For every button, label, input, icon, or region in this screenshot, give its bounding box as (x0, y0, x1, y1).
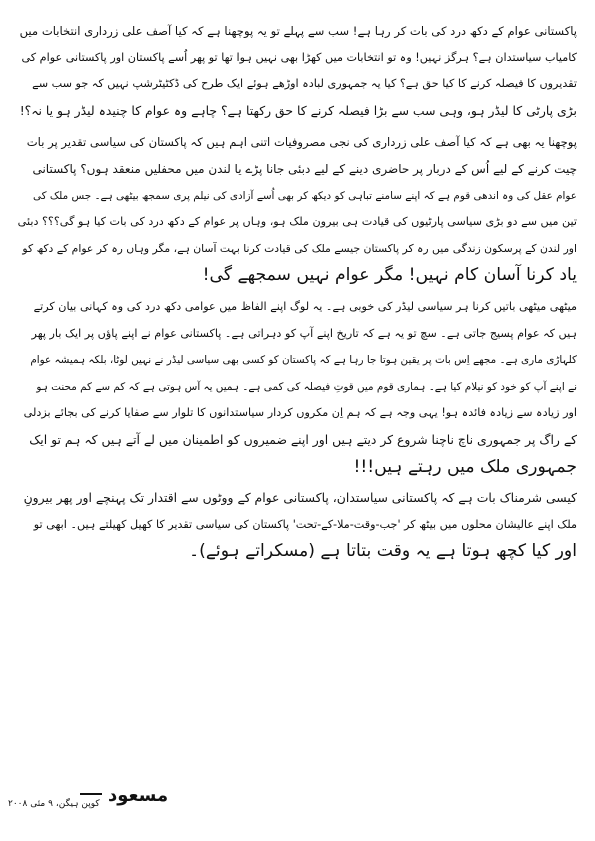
text-line: نے اپنے آپ کو خود کو نیلام کیا ہے۔ ہماری قوم میں قوتِ فیصلہ کی کمی ہے۔ ہمیں یہ آس ہوتی ہے کہ کم سے کم محنت ہو (36, 380, 577, 393)
text-line: کیسی شرمناک بات ہے کہ پاکستانی سیاستدان، پاکستانی عوام کے ووٹوں سے اقتدار تک پہنچے اور پھر بیرونِ (23, 490, 577, 506)
text-line: عوام عقل کی وہ اندھی قوم ہے کہ اپنے سامنے تباہی کو دیکھ کر بھی اُسے آزادی کی نیلم پری سمجھ بیٹھی ہے۔ جس ملک کی (32, 189, 577, 202)
text-line: کلہاڑی ماری ہے۔ مجھے اِس بات پر یقین ہوتا جا رہا ہے کہ پاکستان کو کسی بھی سیاسی لیڈر نے نہیں لوٹا، بلکہ ہمیشہ عوام (30, 354, 577, 367)
text-line: کے راگ پر جمہوری ناچ ناچنا شروع کر دیتے ہیں اور اپنے ضمیروں کو اطمینان میں لے آتے ہیں کہ ہم تو ایک (29, 431, 577, 447)
text-line: جمہوری ملک میں رہتے ہیں!!! (353, 456, 577, 477)
text-line: اور زیادہ سے زیادہ فائدہ ہو! یہی وجہ ہے کہ ہم اِن مکروں کردار سیاستدانوں کا تلوار سے صفایا کرنے کی بجائے بزدلی (23, 406, 577, 420)
text-line: کامیاب سیاستدان ہے؟ ہرگز نہیں! وہ تو انتخابات میں کھڑا بھی نہیں ہوا تھا تو پھر اُسے پاکستان اور پاکستانی عوام کی (21, 50, 577, 64)
author-name: مسعود (108, 785, 169, 806)
text-line: یاد کرنا آسان کام نہیں! مگر عوام نہیں سمجھے گی! (202, 265, 577, 286)
text-line: پاکستانی عوام کے دکھ درد کی بات کر رہا ہے! سب سے پہلے تو یہ پوچھنا ہے کہ کیا آصف علی زرداری انتخابات میں (19, 24, 577, 38)
paragraph-3 (18, 294, 577, 480)
text-line: ملک اپنے عالیشان محلوں میں بیٹھ کر 'جب-وقت-ملا-کے-تحت' پاکستان کی سیاسی تقدیر کا کھیل کھیلتے ہیں۔ ابھی تو (33, 517, 577, 531)
dateline: کوپن ہیگن، ۹ مئی ۲۰۰۸ (8, 799, 100, 809)
text-line: چیت کرنے کے لیے اُس کے دربار پر حاضری دینے کے لیے دبئی جانا پڑے یا لندن میں محفلیں منعقد ہوں؟ پاکستانی (32, 161, 577, 176)
paragraph-1 (18, 18, 577, 124)
signature-dash (80, 793, 102, 795)
paragraph-2 (18, 129, 577, 289)
text-line: میٹھی میٹھی باتیں کرنا ہر سیاسی لیڈر کی خوبی ہے۔ یہ لوگ اپنے الفاظ میں عوامی دکھ درد کی وہ کہانی بیان کرتے (33, 299, 577, 313)
text-line: بڑی پارٹی کا لیڈر ہو، وہی سب سے بڑا فیصلہ کرنے کا حق رکھتا ہے؟ چاہے وہ عوام کا چنیدہ لیڈر ہو یا نہ؟! (19, 102, 577, 118)
text-line: اور کیا کچھ ہوتا ہے یہ وقت بتاتا ہے (مسکراتے ہوئے)۔ (189, 541, 577, 562)
paragraph-4 (18, 485, 577, 565)
signature-block (8, 785, 228, 825)
text-line: ہیں کہ عوام پسیج جاتی ہے۔ سچ تو یہ ہے کہ تاریخ اپنے آپ کو دہراتی ہے۔ پاکستانی عوام نے اپنے پاؤں پر ایک بار پھر (31, 326, 577, 340)
text-line: اور لندن کے پرسکون زندگی میں رہ کر پاکستان جیسے ملک کی قیادت کرنا بہت آسان ہے، مگر وہاں رہ کر عوام کے دکھ کو (22, 241, 577, 255)
text-line: تین میں سے دو بڑی سیاسی پارٹیوں کی قیادت ہی بیرون ملک ہو، وہاں پر عوام کے دکھ درد کی بات کیا ہو گی؟؟؟ دبئی (18, 215, 577, 229)
text-line: پوچھنا یہ بھی ہے کہ کیا آصف علی زرداری کی نجی مصروفیات اتنی اہم ہیں کہ پاکستان کی سیاسی تقدیر پر بات (26, 135, 577, 150)
text-line: تقدیروں کا فیصلہ کرنے کا کیا حق ہے؟ کیا یہ جمہوری لبادہ اوڑھے ہوئے ایک طرح کی ڈکٹیٹرشپ نہیں کہ جو سب سے (32, 77, 577, 91)
